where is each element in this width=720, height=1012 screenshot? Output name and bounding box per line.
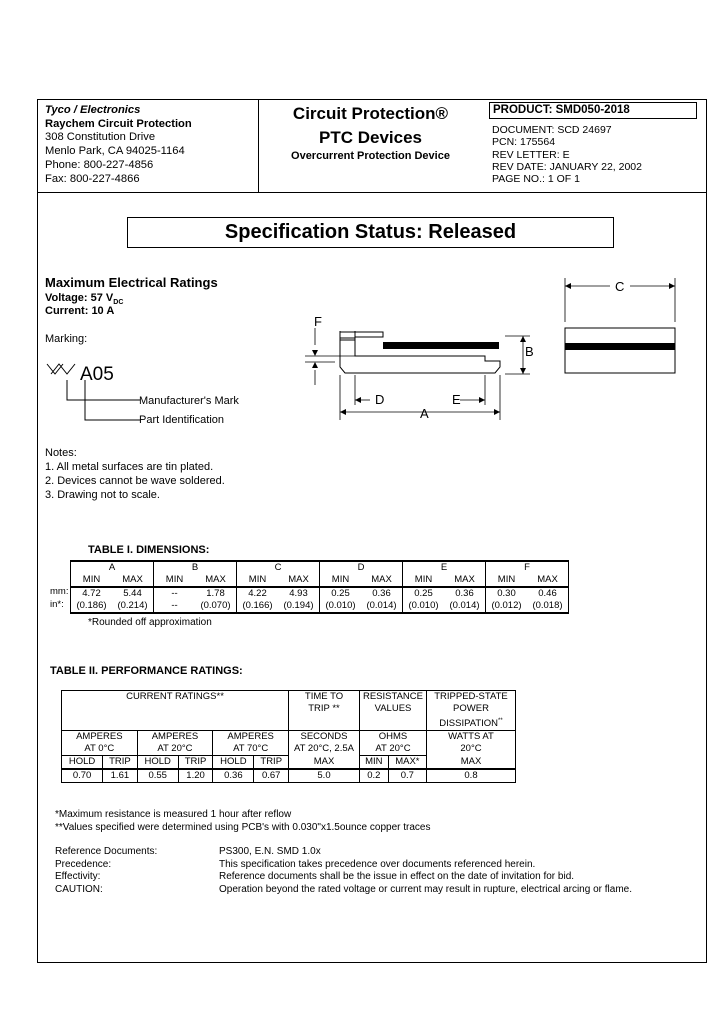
table1-cell: -- bbox=[154, 600, 196, 613]
table1-cell: (0.018) bbox=[527, 600, 569, 613]
header-power-dissipation bbox=[427, 691, 516, 731]
marking-label: Marking: bbox=[45, 333, 88, 345]
table1-title: TABLE I. DIMENSIONS: bbox=[88, 544, 210, 556]
company-division: Raychem Circuit Protection bbox=[45, 117, 192, 130]
table1-cell: MAX bbox=[444, 574, 486, 587]
performance-value: 1.61 bbox=[103, 769, 137, 783]
table1-group-header: C bbox=[237, 561, 320, 574]
performance-value: 0.8 bbox=[427, 769, 516, 783]
table1-group-header: A bbox=[71, 561, 154, 574]
table1-cell: 0.36 bbox=[455, 588, 474, 599]
header-current-ratings: CURRENT RATINGS** bbox=[62, 691, 289, 731]
table1-cell: MAX bbox=[195, 574, 237, 587]
table1-cell: MAX bbox=[278, 574, 320, 587]
header-rule bbox=[37, 192, 707, 193]
performance-value: 0.7 bbox=[388, 769, 426, 783]
table1-cell: MIN bbox=[486, 574, 528, 587]
hold-label: HOLD bbox=[137, 756, 178, 770]
performance-value: 0.55 bbox=[137, 769, 178, 783]
product-label: PRODUCT: SMD050-2018 bbox=[489, 102, 697, 119]
watts-header: WATTS AT 20°C bbox=[427, 731, 516, 756]
table1-cell: 0.25 bbox=[320, 587, 362, 600]
trip-label: TRIP bbox=[103, 756, 137, 770]
dim-label-d: D bbox=[375, 392, 385, 407]
table1-cell: (0.194) bbox=[278, 600, 320, 613]
table1-cell: (0.070) bbox=[195, 600, 237, 613]
page-number: PAGE NO.: 1 OF 1 bbox=[492, 173, 580, 186]
ohms-header: OHMS AT 20°C bbox=[360, 731, 427, 756]
table1-cell: (0.010) bbox=[403, 600, 445, 613]
reference-text: This specification takes precedence over documents referenced herein. bbox=[219, 858, 536, 870]
note-item: 2. Devices cannot be wave soldered. bbox=[45, 475, 225, 487]
table1-cell: 5.44 bbox=[123, 588, 142, 599]
current-rating: Current: 10 A bbox=[45, 305, 115, 317]
pcn-number: PCN: 175564 bbox=[492, 136, 556, 149]
performance-value: 1.20 bbox=[178, 769, 212, 783]
voltage-subscript: DC bbox=[113, 299, 124, 307]
footnotes bbox=[55, 809, 430, 834]
table1-cell: 0.30 bbox=[486, 587, 528, 600]
table1-cell: 4.22 bbox=[237, 587, 279, 600]
table1-cell: MAX bbox=[527, 574, 569, 587]
footnote-2: **Values specified were determined using PCB's with 0.030"x1.5ounce copper traces bbox=[55, 821, 431, 833]
table1-group-header: E bbox=[403, 561, 486, 574]
notes-title: Notes: bbox=[45, 447, 77, 459]
table1-cell: MIN bbox=[154, 574, 196, 587]
dim-label-f: F bbox=[314, 314, 322, 329]
performance-table bbox=[61, 690, 516, 783]
top-view-body bbox=[565, 328, 675, 373]
reference-label: Effectivity: bbox=[55, 871, 101, 882]
table2-title: TABLE II. PERFORMANCE RATINGS: bbox=[50, 665, 243, 677]
table1-cell: MIN bbox=[71, 574, 113, 587]
footnote-1: *Maximum resistance is measured 1 hour after reflow bbox=[55, 809, 292, 820]
ratings-heading: Maximum Electrical Ratings bbox=[45, 275, 218, 290]
table1-cell: 0.36 bbox=[372, 588, 391, 599]
rev-letter: REV LETTER: E bbox=[492, 148, 570, 161]
table1-cell: 4.93 bbox=[289, 588, 308, 599]
table1-cell: (0.010) bbox=[320, 600, 362, 613]
part-identification-label: Part Identification bbox=[139, 414, 224, 426]
amps-0c: AMPERES AT 0°C bbox=[62, 731, 138, 756]
hold-label: HOLD bbox=[213, 756, 254, 770]
document-number: DOCUMENT: SCD 24697 bbox=[492, 124, 612, 136]
table1-cell: 4.72 bbox=[71, 587, 113, 600]
title-ptc-devices: PTC Devices bbox=[319, 128, 422, 147]
dim-label-a: A bbox=[420, 406, 429, 421]
rev-date: REV DATE: JANUARY 22, 2002 bbox=[492, 160, 642, 173]
pcb-body bbox=[383, 342, 499, 349]
company-fax: Fax: 800-227-4866 bbox=[45, 172, 140, 185]
dim-label-e: E bbox=[452, 392, 461, 407]
performance-value: 0.67 bbox=[254, 769, 289, 783]
company-name: Tyco / Electronics bbox=[45, 104, 141, 116]
note-item: 1. All metal surfaces are tin plated. bbox=[45, 461, 214, 473]
reference-text: Reference documents shall be the issue in effect on the date of invitation for bid. bbox=[219, 871, 575, 882]
company-block bbox=[45, 104, 192, 186]
table1-footnote: *Rounded off approximation bbox=[88, 617, 212, 628]
header-time-to-trip: TIME TO TRIP ** bbox=[289, 691, 360, 731]
resistance-max-label: MAX* bbox=[388, 756, 426, 770]
reference-text: PS300, E.N. SMD 1.0x bbox=[219, 846, 321, 857]
title-circuit-protection: Circuit Protection® bbox=[292, 104, 449, 123]
document-info bbox=[492, 124, 642, 185]
hold-label: HOLD bbox=[62, 756, 103, 770]
specification-status: Specification Status: Released bbox=[127, 217, 614, 248]
table1-cell: (0.166) bbox=[237, 600, 279, 613]
time-max-label: MAX bbox=[289, 756, 360, 770]
note-item: 3. Drawing not to scale. bbox=[45, 489, 160, 501]
table1-cell: (0.012) bbox=[486, 600, 528, 613]
table1-cell: 0.25 bbox=[403, 587, 445, 600]
table1-cell: MAX bbox=[112, 574, 154, 587]
performance-value: 5.0 bbox=[289, 769, 360, 783]
power-max-label: MAX bbox=[427, 756, 516, 770]
dim-label-b: B bbox=[525, 344, 534, 359]
table1-cell: MIN bbox=[403, 574, 445, 587]
table1-cell: 0.46 bbox=[527, 587, 569, 600]
trip-label: TRIP bbox=[254, 756, 289, 770]
performance-value: 0.2 bbox=[360, 769, 389, 783]
reference-label: Precedence: bbox=[55, 858, 112, 870]
resistance-min-label: MIN bbox=[360, 756, 389, 770]
table1-cell: MAX bbox=[361, 574, 403, 587]
performance-value: 0.36 bbox=[213, 769, 254, 783]
table1-cell: (0.014) bbox=[361, 600, 403, 613]
reference-labels bbox=[55, 846, 157, 896]
top-view-band bbox=[565, 343, 675, 350]
table1-cell: MIN bbox=[320, 574, 362, 587]
power-heading-sup: ** bbox=[498, 718, 503, 724]
table1-in-label: in*: bbox=[50, 599, 64, 610]
reference-label: CAUTION: bbox=[55, 883, 103, 895]
table1-group-header: B bbox=[154, 561, 237, 574]
company-phone: Phone: 800-227-4856 bbox=[45, 158, 154, 171]
seconds-header: SECONDS AT 20°C, 2.5A bbox=[289, 731, 360, 756]
company-address-1: 308 Constitution Drive bbox=[45, 131, 156, 144]
reference-texts bbox=[219, 846, 632, 896]
manufacturers-mark-label: Manufacturer's Mark bbox=[139, 395, 239, 407]
header-resistance: RESISTANCE VALUES bbox=[360, 691, 427, 731]
device-dimension-drawing bbox=[295, 270, 690, 430]
table1-cell: (0.014) bbox=[444, 600, 486, 613]
amps-70c: AMPERES AT 70°C bbox=[213, 731, 289, 756]
dim-label-c: C bbox=[615, 279, 625, 294]
amps-20c: AMPERES AT 20°C bbox=[137, 731, 213, 756]
title-subtitle: Overcurrent Protection Device bbox=[291, 150, 450, 162]
table1-cell: (0.186) bbox=[71, 600, 113, 613]
trip-label: TRIP bbox=[178, 756, 212, 770]
reference-text: Operation beyond the rated voltage or current may result in rupture, electrical arcing or flame. bbox=[219, 883, 632, 895]
table1-cell: (0.214) bbox=[112, 600, 154, 613]
power-heading-text: TRIPPED-STATE POWER DISSIPATION bbox=[434, 691, 508, 730]
table1-mm-label: mm: bbox=[50, 586, 69, 597]
table1-cell: 1.78 bbox=[206, 588, 225, 599]
table1-group-header: D bbox=[320, 561, 403, 574]
company-address-2: Menlo Park, CA 94025-1164 bbox=[45, 145, 185, 158]
performance-value: 0.70 bbox=[62, 769, 103, 783]
notes-block bbox=[45, 446, 225, 502]
marking-leader-lines bbox=[55, 380, 145, 430]
table1-group-header: F bbox=[486, 561, 569, 574]
reference-label: Reference Documents: bbox=[55, 846, 158, 857]
marking-code: A05 bbox=[80, 364, 114, 385]
table1-cell: -- bbox=[154, 587, 196, 600]
voltage-label: Voltage: 57 V bbox=[45, 292, 114, 304]
table1-cell: MIN bbox=[237, 574, 279, 587]
dimensions-table bbox=[70, 560, 569, 614]
